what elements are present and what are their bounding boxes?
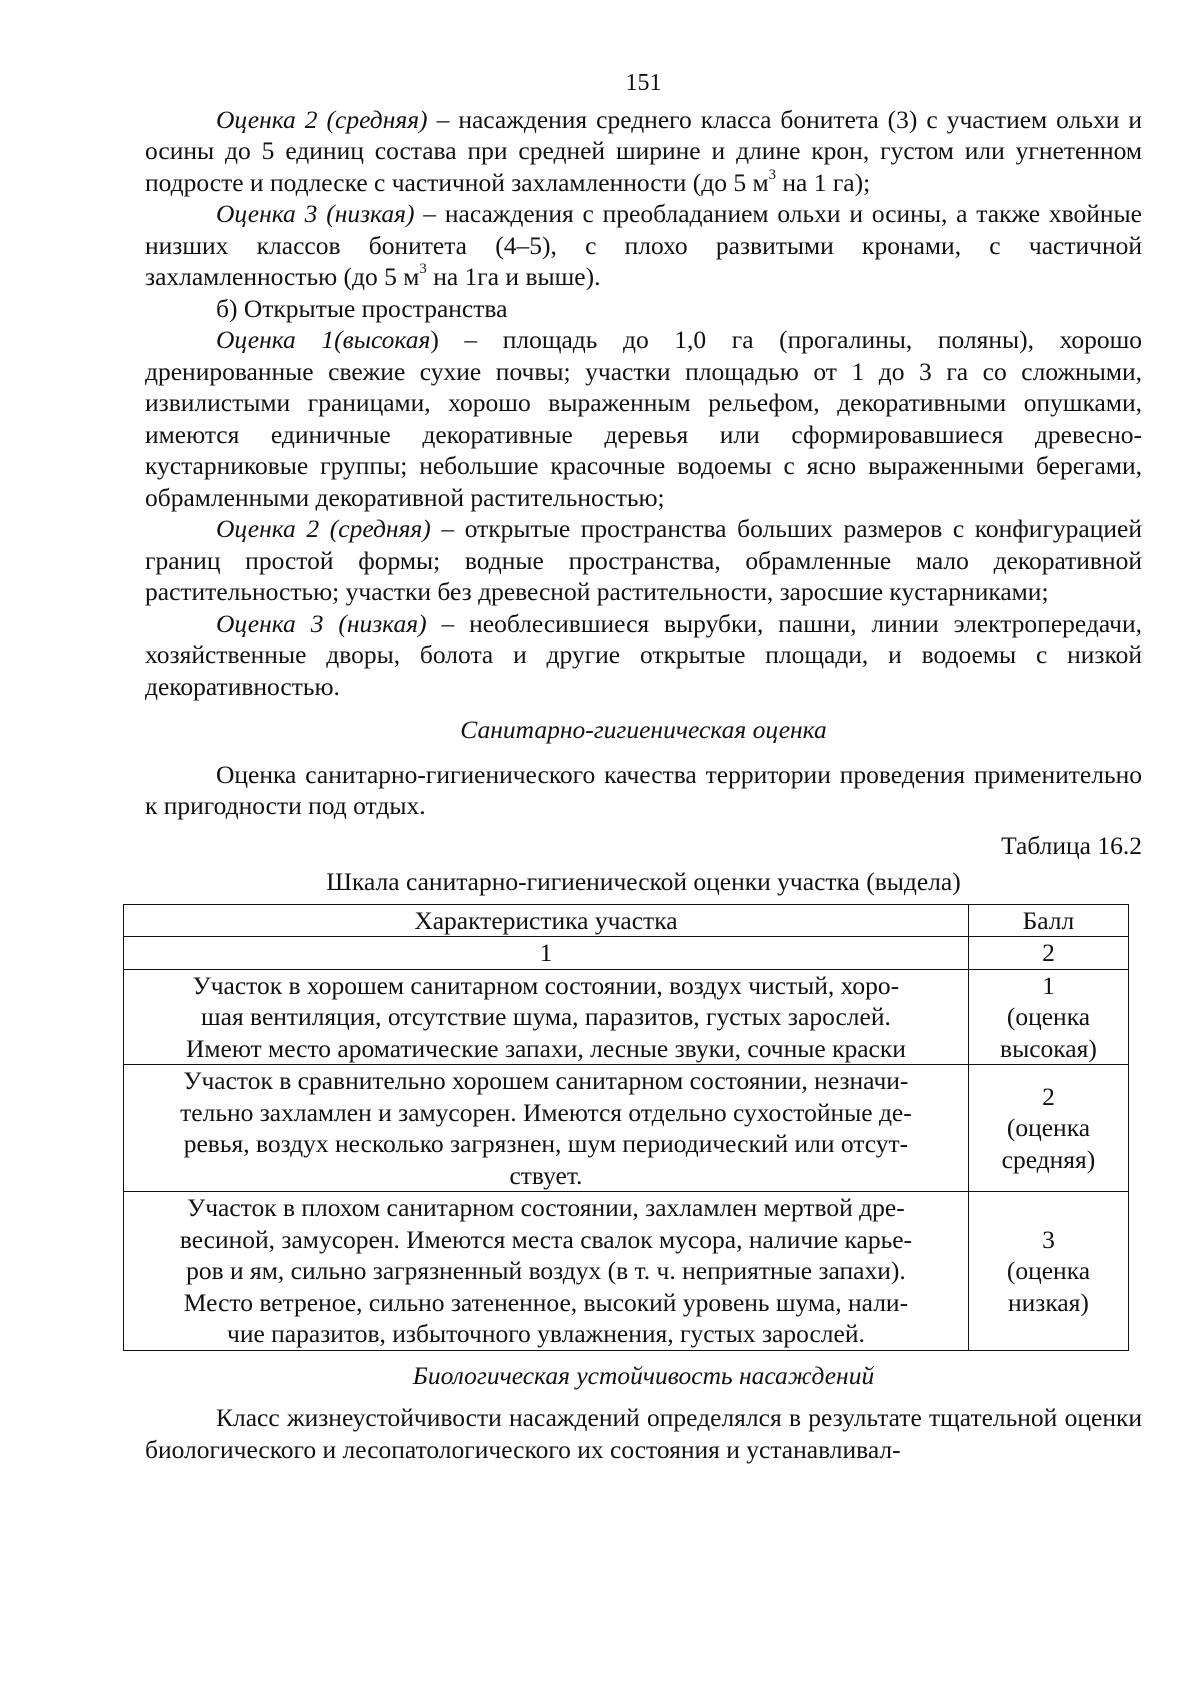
rating-label: Оценка 1(высокая [216, 325, 431, 354]
cell-line: Участок в хорошем санитарном состоянии, воздух чистый, хоро- [192, 970, 900, 1000]
rating-label: Оценка 2 (средняя) [216, 514, 431, 543]
paragraph-rating-2-forest [145, 104, 1142, 199]
cell-line: (оценка [1006, 1002, 1091, 1031]
table-number: Таблица 16.2 [1001, 830, 1142, 860]
table-header-row [124, 904, 1129, 937]
table-title: Шкала санитарно-гигиенической оценки участка (выдела) [326, 867, 961, 896]
cell-line: Имеют место ароматические запахи, лесные звуки, сочные краски [185, 1033, 906, 1063]
paragraph-rating-3-forest [145, 198, 1142, 293]
table-row [124, 969, 1129, 1065]
document-page [145, 68, 1142, 1465]
cell-line: (оценка [1006, 1256, 1091, 1285]
superscript: 3 [768, 166, 776, 183]
sanitary-scale-table [123, 904, 1129, 1351]
rating-label: Оценка 3 (низкая) [216, 199, 415, 228]
cell-line: 3 [1042, 1224, 1055, 1254]
paragraph-text: – насаждения среднего класса бонитета (3) с участием ольхи и осины до 5 единиц состава при средней ширине и длине крон, густом или угнетенном подросте и подлеске с частичной захламленности (до 5 м [145, 104, 1142, 197]
score-cell [968, 1065, 1128, 1192]
cell-line: 1 [1042, 970, 1055, 1000]
rating-label: Оценка 2 (средняя) [216, 104, 428, 134]
cell-line: чие паразитов, избыточного увлажнения, густых зарослей. [227, 1319, 865, 1348]
cell-line: шая вентиляция, отсутствие шума, паразитов, густых зарослей. [201, 1002, 891, 1031]
paragraph-rating-3-open [145, 608, 1142, 703]
cell-line: высокая) [1000, 1033, 1097, 1063]
cell-line: ревья, воздух несколько загрязнен, шум периодический или отсут- [183, 1129, 909, 1158]
table-row [124, 1065, 1129, 1192]
paragraph-rating-2-open [145, 513, 1142, 608]
paragraph-text: ) – площадь до 1,0 га (прогалины, поляны), хорошо дренированные свежие сухие почвы; участки площадью от 1 до 3 га со сложными, извилистыми границами, хорошо выраженным рельефом, декоративными опушками, имеются единичные декоративные деревья или сформировавшиеся древесно-кустарниковые группы; небольшие красочные водоемы с ясно выраженными берегами, обрамленными декоративной растительностью; [145, 325, 1142, 512]
score-cell [968, 969, 1128, 1065]
cell-line: низкая) [1007, 1287, 1089, 1317]
column-number-cell: 1 [124, 937, 969, 970]
section-subtitle-open-spaces: б) Открытые пространства [216, 293, 508, 323]
paragraph-text: на 1га и выше). [426, 262, 601, 291]
paragraph-vitality-class: Класс жизнеустойчивости насаждений определялся в результате тщательной оценки биологического и лесопатологического их состояния и устанавливал- [145, 1403, 1142, 1464]
cell-line: Участок в плохом санитарном состоянии, захламлен мертвой дре- [187, 1193, 905, 1222]
cell-line: средняя) [1001, 1144, 1096, 1174]
score-cell [968, 1192, 1128, 1351]
table-row [124, 1192, 1129, 1351]
cell-line: ствует. [509, 1160, 583, 1190]
paragraph-text: – насаждения с преобладанием ольхи и осины, а также хвойные низших классов бонитета (4–5), с плохо развитыми кронами, с частичной захламленностью (до 5 м [145, 199, 1143, 291]
heading-biological-stability: Биологическая устойчивость насаждений [412, 1360, 875, 1390]
cell-line: тельно захламлен и замусорен. Имеются отдельно сухостойные де- [180, 1097, 912, 1127]
description-cell [124, 969, 969, 1065]
cell-line: 2 [1042, 1081, 1055, 1111]
cell-line: весиной, замусорен. Имеются места свалок мусора, наличие карье- [179, 1224, 913, 1254]
paragraph-text: – необлесившиеся вырубки, пашни, линии электропередачи, хозяйственные дворы, болота и другие открытые площади, и водоемы с низкой декоративностью. [145, 608, 1142, 701]
paragraph-text: – открытые пространства больших размеров с конфигурацией границ простой формы; водные пространства, обрамленные мало декоративной растительностью; участки без древесной растительности, заросшие кустарниками; [145, 514, 1142, 606]
paragraph-text: на 1 га); [775, 167, 871, 197]
header-cell-characteristic: Характеристика участка [124, 904, 969, 937]
paragraph-rating-1-open [145, 324, 1142, 513]
cell-line: Участок в сравнительно хорошем санитарном состоянии, незначи- [183, 1066, 909, 1095]
cell-line: Место ветреное, сильно затененное, высокий уровень шума, нали- [183, 1287, 909, 1317]
cell-line: ров и ям, сильно загрязненный воздух (в т. ч. неприятные запахи). [186, 1256, 906, 1285]
description-cell [124, 1192, 969, 1351]
header-cell-score: Балл [968, 904, 1128, 937]
page-number: 151 [625, 70, 662, 96]
cell-line: (оценка [1006, 1113, 1091, 1143]
rating-label: Оценка 3 (низкая) [216, 608, 427, 638]
table-column-number-row [124, 937, 1129, 970]
superscript: 3 [419, 261, 427, 278]
heading-sanitary: Санитарно-гигиеническая оценка [460, 715, 827, 744]
paragraph-sanitary-intro: Оценка санитарно-гигиенического качества территории проведения применительно к пригодности под отдых. [145, 759, 1142, 820]
description-cell [124, 1065, 969, 1192]
column-number-cell: 2 [968, 937, 1128, 970]
